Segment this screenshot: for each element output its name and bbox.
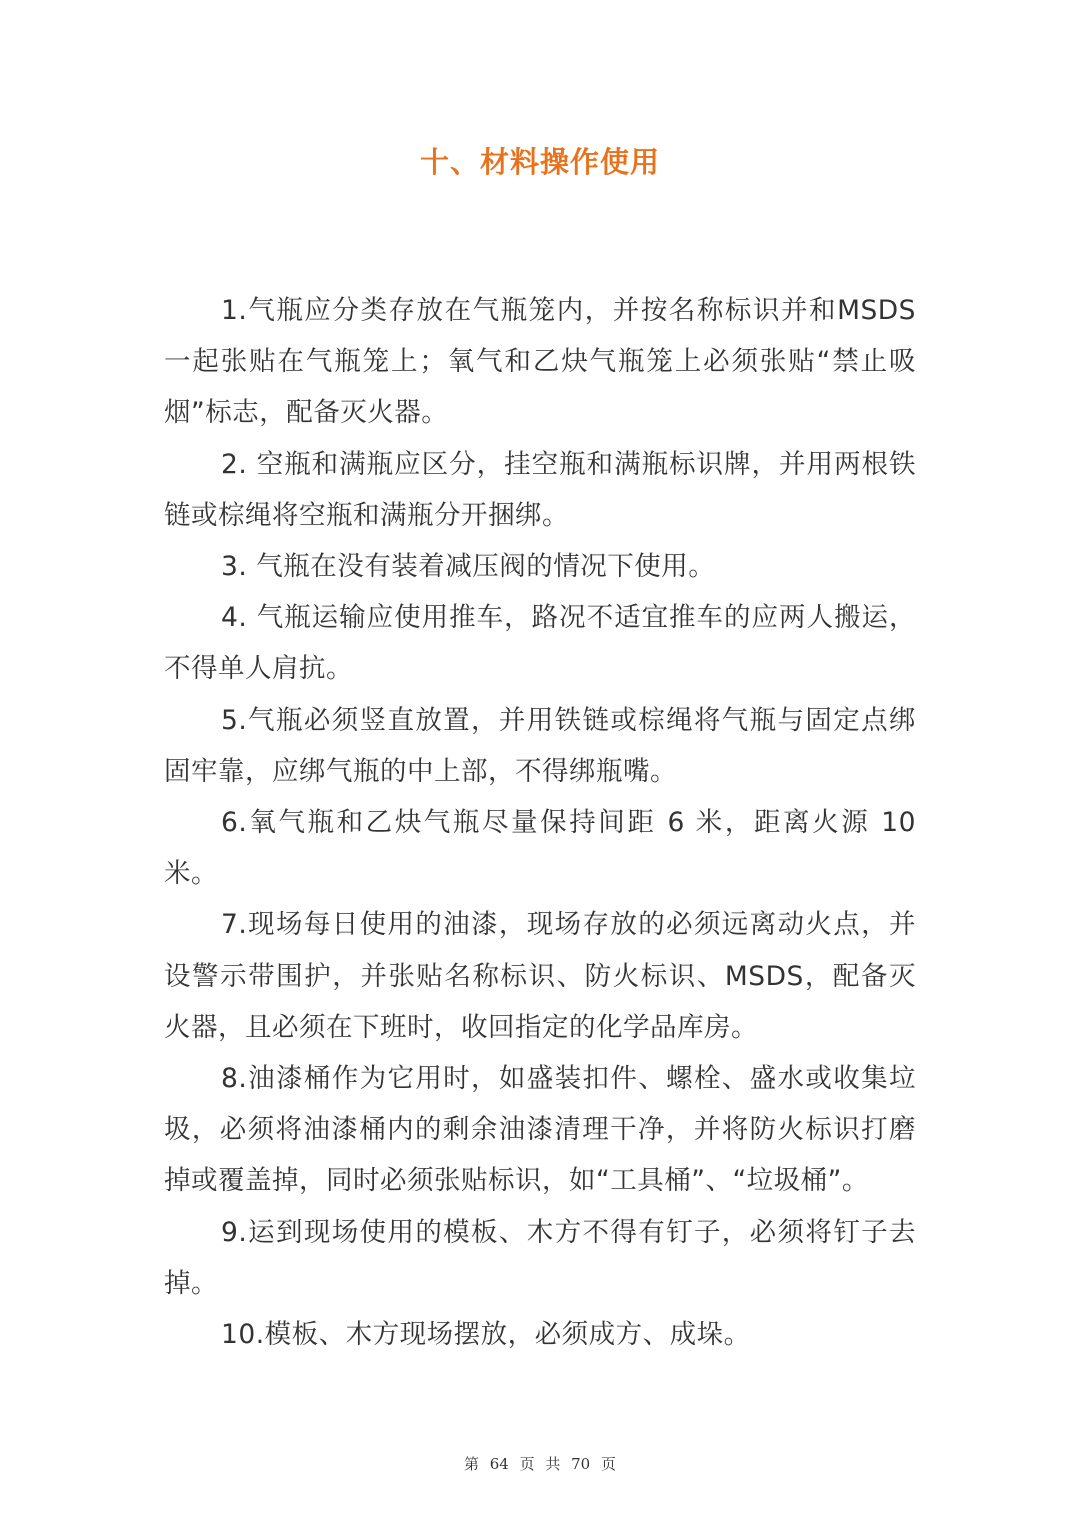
page-number-footer: 第 64 页 共 70 页: [463, 1455, 616, 1473]
paragraph-item-7: 7.现场每日使用的油漆，现场存放的必须远离动火点，并设警示带围护，并张贴名称标识、防火标识、MSDS，配备灭火器，且必须在下班时，收回指定的化学品库房。: [164, 909, 916, 1043]
paragraph-item-1: 1.气瓶应分类存放在气瓶笼内，并按名称标识并和MSDS 一起张贴在气瓶笼上；氧气和乙炔气瓶笼上必须张贴“禁止吸烟”标志，配备灭火器。: [164, 295, 916, 429]
paragraph-item-2: 2. 空瓶和满瓶应区分，挂空瓶和满瓶标识牌，并用两根铁链或棕绳将空瓶和满瓶分开捆绑。: [164, 448, 916, 531]
document-body: [164, 285, 916, 1360]
paragraph-item-6: 6.氧气瓶和乙炔气瓶尽量保持间距 6 米，距离火源 10 米。: [164, 807, 916, 890]
paragraph-item-5: 5.气瓶必须竖直放置，并用铁链或棕绳将气瓶与固定点绑固牢靠，应绑气瓶的中上部，不得绑瓶嘴。: [164, 704, 916, 787]
paragraph-item-10: 10.模板、木方现场摆放，必须成方、成垛。: [221, 1319, 751, 1351]
page-title: 十、材料操作使用: [419, 145, 660, 179]
paragraph-item-9: 9.运到现场使用的模板、木方不得有钉子，必须将钉子去掉。: [164, 1216, 916, 1299]
paragraph-item-4: 4. 气瓶运输应使用推车，路况不适宜推车的应两人搬运，不得单人肩抗。: [164, 602, 916, 685]
paragraph-item-3: 3. 气瓶在没有装着减压阀的情况下使用。: [221, 551, 716, 583]
paragraph-item-8: 8.油漆桶作为它用时，如盛装扣件、螺栓、盛水或收集垃圾，必须将油漆桶内的剩余油漆清理干净，并将防火标识打磨掉或覆盖掉，同时必须张贴标识，如“工具桶”、“垃圾桶”。: [164, 1063, 916, 1197]
